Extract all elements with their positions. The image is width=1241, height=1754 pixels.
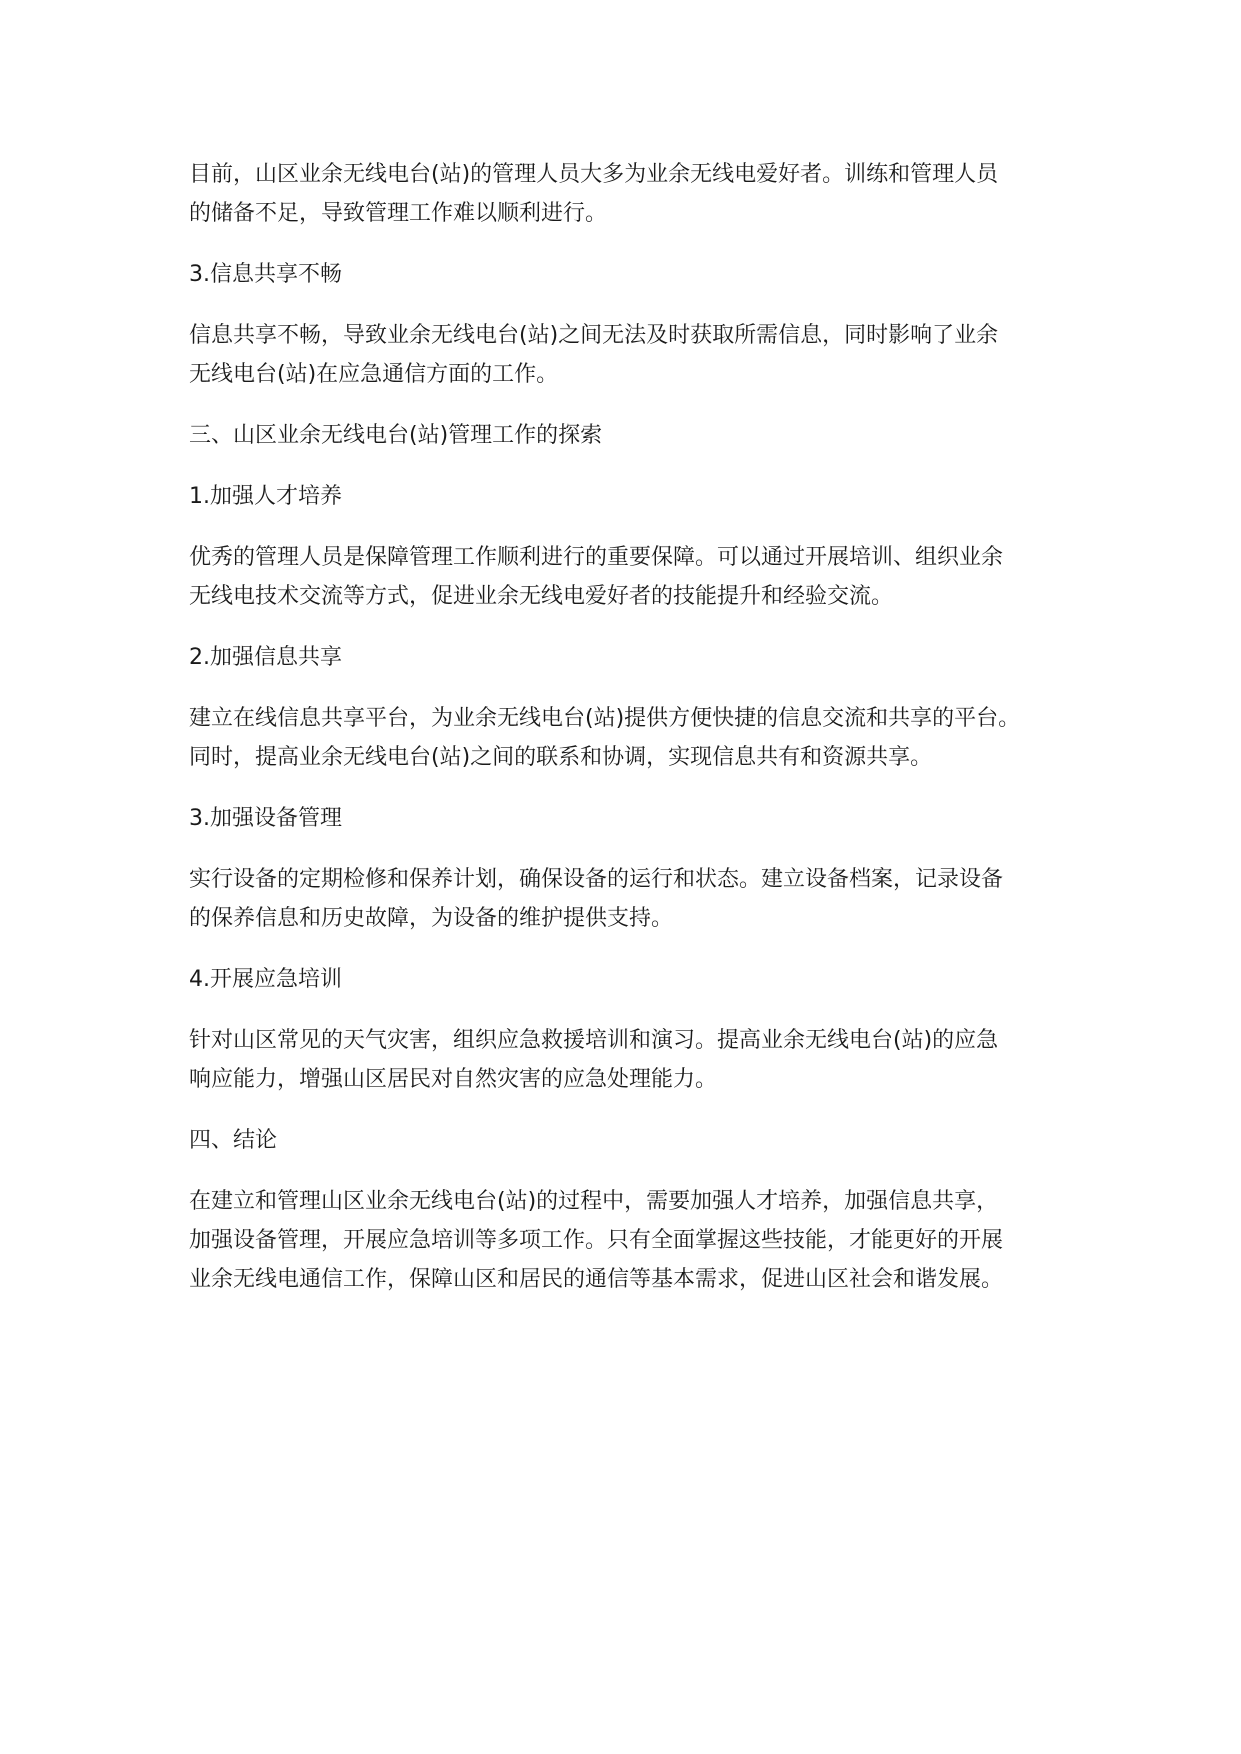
document-body [189,155,1089,1321]
paragraph-conclusion [189,1182,1089,1299]
text-line: 的保养信息和历史故障，为设备的维护提供支持。 [189,906,674,931]
text-line: 加强设备管理，开展应急培训等多项工作。只有全面掌握这些技能，才能更好的开展 [189,1228,1004,1253]
text-line: 建立在线信息共享平台，为业余无线电台(站)提供方便快捷的信息交流和共享的平台。 [189,706,1021,731]
text-line: 优秀的管理人员是保障管理工作顺利进行的重要保障。可以通过开展培训、组织业余 [189,545,1004,570]
section-heading-info-sharing: 2.加强信息共享 [189,645,342,670]
paragraph-info-sharing-problem [189,316,1089,394]
paragraph-equipment-management [189,860,1089,938]
text-line: 在建立和管理山区业余无线电台(站)的过程中，需要加强人才培养，加强信息共享， [189,1189,999,1214]
text-line: 同时，提高业余无线电台(站)之间的联系和协调，实现信息共有和资源共享。 [189,745,933,770]
text-line: 无线电台(站)在应急通信方面的工作。 [189,362,559,387]
chapter-heading-exploration: 三、山区业余无线电台(站)管理工作的探索 [189,423,603,448]
paragraph-talent-training [189,538,1089,616]
section-heading-emergency-training: 4.开展应急培训 [189,967,342,992]
paragraph-emergency-training [189,1021,1089,1099]
text-line: 针对山区常见的天气灾害，组织应急救援培训和演习。提高业余无线电台(站)的应急 [189,1028,999,1053]
text-line: 实行设备的定期检修和保养计划，确保设备的运行和状态。建立设备档案，记录设备 [189,867,1004,892]
paragraph-staff-shortage [189,155,1089,233]
chapter-heading-conclusion: 四、结论 [189,1128,278,1153]
text-line: 目前，山区业余无线电台(站)的管理人员大多为业余无线电爱好者。训练和管理人员 [189,162,999,187]
paragraph-info-sharing [189,699,1089,777]
section-heading-talent-training: 1.加强人才培养 [189,484,342,509]
text-line: 响应能力，增强山区居民对自然灾害的应急处理能力。 [189,1067,718,1092]
text-line: 信息共享不畅，导致业余无线电台(站)之间无法及时获取所需信息，同时影响了业余 [189,323,999,348]
text-line: 无线电技术交流等方式，促进业余无线电爱好者的技能提升和经验交流。 [189,584,894,609]
text-line: 业余无线电通信工作，保障山区和居民的通信等基本需求，促进山区社会和谐发展。 [189,1267,1004,1292]
section-heading-info-sharing-problem: 3.信息共享不畅 [189,262,342,287]
section-heading-equipment-management: 3.加强设备管理 [189,806,342,831]
text-line: 的储备不足，导致管理工作难以顺利进行。 [189,201,608,226]
